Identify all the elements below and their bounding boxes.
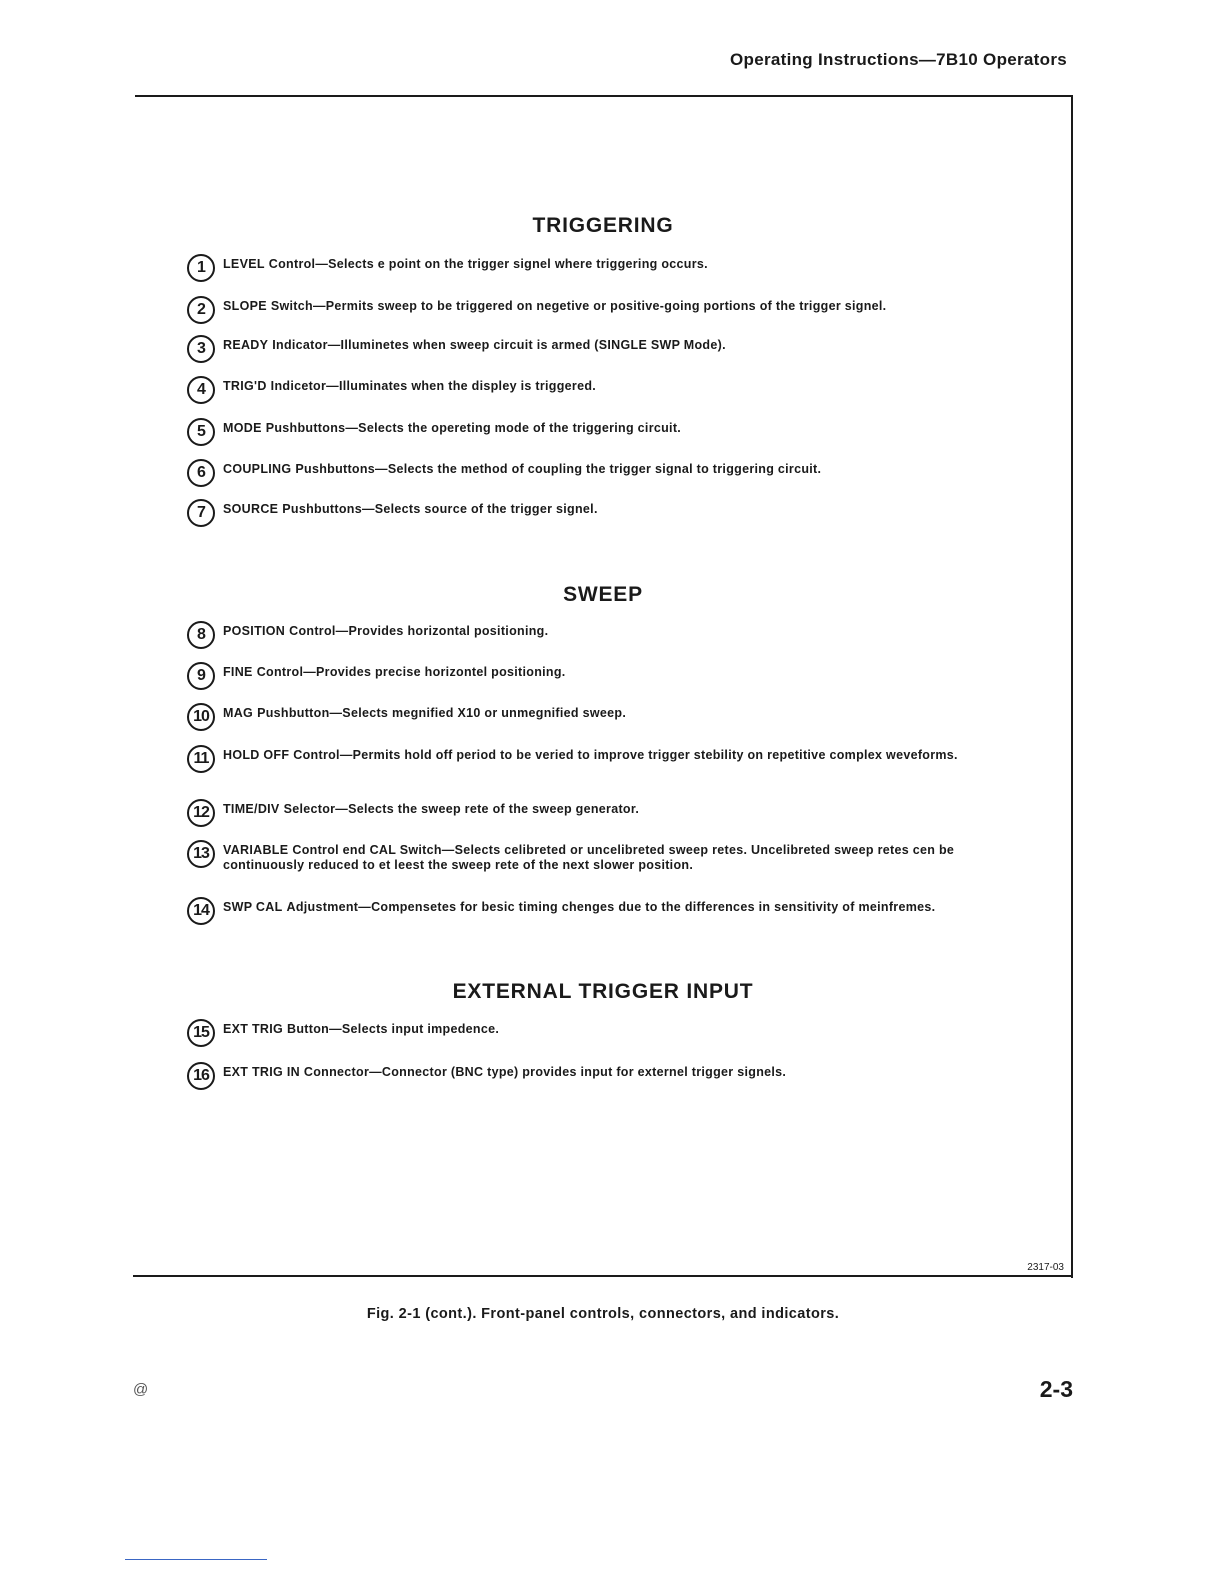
callout-item-3: [187, 335, 1007, 363]
callout-description: Indicator—Illuminetes when sweep circuit is armed (SINGLE SWP Mode).: [272, 338, 726, 352]
callout-item-12: [187, 799, 1007, 827]
callout-number: 5: [187, 418, 215, 446]
callout-description: Connector—Connector (BNC type) provides input for externel trigger signels.: [303, 1065, 787, 1079]
callout-term: HOLD OFF: [223, 748, 290, 762]
callout-description: Button—Selects input impedence.: [287, 1022, 500, 1036]
callout-text: [223, 418, 681, 436]
section-heading-external-trigger: EXTERNAL TRIGGER INPUT: [452, 980, 754, 1003]
callout-description: Pushbuttons—Selects source of the trigger signel.: [282, 502, 598, 516]
callout-description: Control—Provides horizontal positioning.: [289, 624, 549, 638]
callout-text: [223, 335, 726, 353]
callout-text: [223, 799, 639, 817]
callout-item-6: [187, 459, 1007, 487]
callout-item-15: [187, 1019, 1007, 1047]
callout-number: 12: [187, 799, 215, 827]
callout-description: Pushbuttons—Selects the opereting mode of the triggering circuit.: [265, 421, 682, 435]
callout-item-1: [187, 254, 1007, 282]
callout-description: Control—Selects e point on the trigger signel where triggering occurs.: [268, 257, 708, 271]
bottom-link-line: [125, 1559, 267, 1560]
callout-description: Control—Provides precise horizontel positioning.: [256, 665, 566, 679]
figure-id: 2317-03: [1027, 1262, 1064, 1273]
callout-text: [223, 1062, 786, 1080]
callout-number: 6: [187, 459, 215, 487]
callout-number: 15: [187, 1019, 215, 1047]
callout-text: [223, 897, 935, 915]
callout-term: EXT TRIG: [223, 1022, 284, 1036]
callout-term: SOURCE: [223, 502, 279, 516]
callout-text: [223, 254, 708, 272]
footer-symbol: @: [133, 1381, 149, 1398]
callout-term: TIME/DIV: [223, 802, 280, 816]
callout-description: Pushbutton—Selects megnified X10 or unmegnified sweep.: [257, 706, 627, 720]
callout-number: 10: [187, 703, 215, 731]
callout-term: MAG: [223, 706, 254, 720]
callout-number: 2: [187, 296, 215, 324]
callout-term: SWP CAL: [223, 900, 283, 914]
callout-description: Switch—Permits sweep to be triggered on negetive or positive-going portions of the trigger signel.: [270, 299, 887, 313]
callout-term: TRIG'D: [223, 379, 267, 393]
callout-text: [223, 662, 566, 680]
section-heading-triggering: TRIGGERING: [532, 214, 674, 237]
callout-number: 11: [187, 745, 215, 773]
callout-term: LEVEL: [223, 257, 265, 271]
callout-description: Control end CAL Switch—Selects celibreted or uncelibreted sweep retes. Uncelibreted sweep retes cen be continuously reduced to et leest the sweep rete of the next slower position.: [223, 843, 955, 872]
callout-term: READY: [223, 338, 269, 352]
callout-number: 14: [187, 897, 215, 925]
callout-text: [223, 499, 598, 517]
figure-bottom-rule: [133, 1275, 1073, 1277]
page-number: 2-3: [1039, 1376, 1073, 1402]
callout-item-13: [187, 840, 1007, 873]
callout-term: EXT TRIG IN: [223, 1065, 300, 1079]
callout-item-11: [187, 745, 1007, 773]
callout-description: Indicetor—Illuminates when the displey is triggered.: [270, 379, 597, 393]
callout-term: VARIABLE: [223, 843, 289, 857]
callout-description: Pushbuttons—Selects the method of coupling the trigger signal to triggering circuit.: [295, 462, 822, 476]
callout-item-16: [187, 1062, 1007, 1090]
callout-term: MODE: [223, 421, 262, 435]
callout-item-7: [187, 499, 1007, 527]
callout-item-5: [187, 418, 1007, 446]
callout-term: SLOPE: [223, 299, 267, 313]
callout-term: POSITION: [223, 624, 286, 638]
figure-top-rule: [135, 95, 1073, 97]
callout-text: [223, 459, 821, 477]
running-header: Operating Instructions—7B10 Operators: [729, 50, 1067, 69]
callout-description: Control—Permits hold off period to be veried to improve trigger stebility on repetitive complex weveforms.: [293, 748, 958, 762]
section-heading-sweep: SWEEP: [563, 583, 643, 606]
callout-number: 4: [187, 376, 215, 404]
callout-number: 13: [187, 840, 215, 868]
callout-item-4: [187, 376, 1007, 404]
callout-item-9: [187, 662, 1007, 690]
callout-text: [223, 1019, 499, 1037]
callout-item-2: [187, 296, 1007, 324]
callout-number: 9: [187, 662, 215, 690]
callout-text: [223, 703, 626, 721]
callout-item-8: [187, 621, 1007, 649]
callout-term: COUPLING: [223, 462, 292, 476]
figure-right-rule: [1071, 95, 1073, 1278]
callout-number: 1: [187, 254, 215, 282]
callout-description: Selector—Selects the sweep rete of the sweep generator.: [283, 802, 640, 816]
callout-term: FINE: [223, 665, 253, 679]
callout-text: [223, 745, 958, 763]
callout-number: 3: [187, 335, 215, 363]
callout-description: Adjustment—Compensetes for besic timing chenges due to the differences in sensitivity of meinfremes.: [286, 900, 936, 914]
callout-text: [223, 376, 596, 394]
callout-text: [223, 621, 548, 639]
figure-caption: Fig. 2-1 (cont.). Front-panel controls, connectors, and indicators.: [366, 1306, 840, 1322]
callout-text: [223, 840, 1007, 873]
callout-number: 7: [187, 499, 215, 527]
callout-item-10: [187, 703, 1007, 731]
callout-number: 16: [187, 1062, 215, 1090]
callout-text: [223, 296, 886, 314]
callout-item-14: [187, 897, 1007, 925]
callout-number: 8: [187, 621, 215, 649]
